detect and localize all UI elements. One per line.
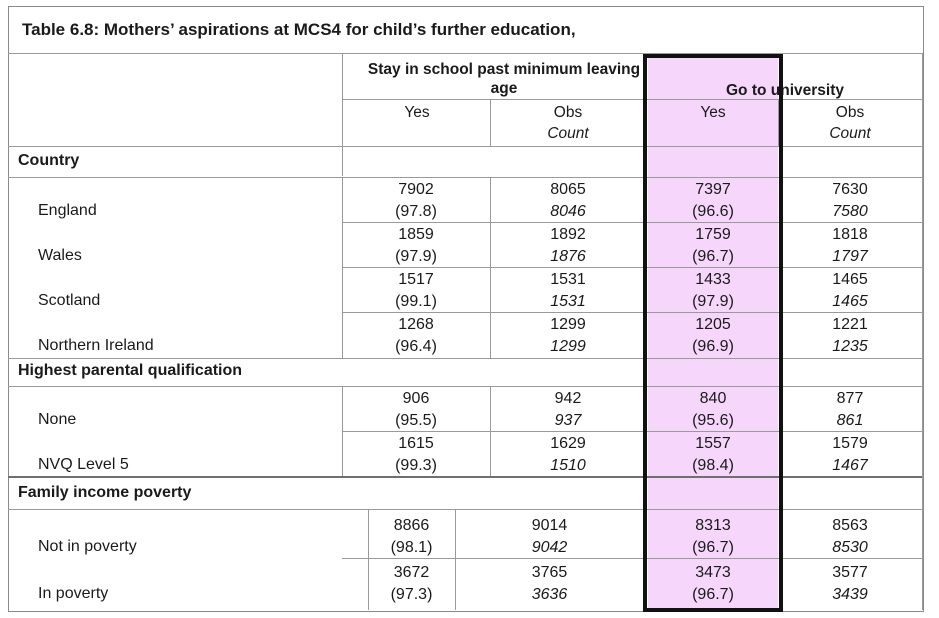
table-title: Table 6.8: Mothers’ aspirations at MCS4 for child’s further education, [22, 20, 576, 39]
row-label-northern-ireland: Northern Ireland [38, 337, 154, 354]
table-cell [490, 269, 646, 313]
col-header-4: Obs Count [829, 104, 871, 142]
cell-percent: (96.6) [692, 203, 734, 220]
table-cell [368, 562, 455, 606]
cell-count: 937 [554, 412, 582, 429]
cell-value: 1629 [550, 435, 586, 452]
section-label-qualification: Highest parental qualification [18, 362, 243, 379]
cell-value: 1531 [550, 271, 586, 288]
row-label-not-in-poverty: Not in poverty [38, 538, 137, 555]
table-cell [648, 388, 778, 432]
rule-title [8, 53, 922, 54]
cell-percent: (97.8) [395, 203, 437, 220]
cell-value: 1818 [832, 226, 868, 243]
table-cell [342, 269, 490, 313]
table-cell [778, 179, 922, 223]
rule-group-header [342, 99, 922, 100]
row-label-england: England [38, 202, 97, 219]
cell-count: 9042 [531, 539, 568, 556]
cell-value: 1517 [398, 271, 434, 288]
cell-value: 906 [402, 390, 430, 407]
cell-value: 877 [836, 390, 864, 407]
cell-value: 1205 [695, 316, 731, 333]
table-cell [490, 388, 646, 432]
cell-percent: (96.9) [692, 338, 734, 355]
cell-value: 1615 [398, 435, 434, 452]
cell-value: 1557 [695, 435, 731, 452]
col-header-2: Obs Count [547, 104, 589, 142]
table-cell [490, 179, 646, 223]
cell-value: 7630 [832, 181, 868, 198]
cell-value: 840 [699, 390, 727, 407]
cell-count: 3636 [531, 586, 568, 603]
cell-value: 1465 [832, 271, 868, 288]
table-cell [648, 314, 778, 358]
cell-value: 3765 [531, 564, 568, 581]
table-cell [778, 224, 922, 268]
cell-percent: (98.4) [692, 457, 734, 474]
table-cell [490, 314, 646, 358]
row-label-none: None [38, 411, 77, 428]
vrule-label [342, 53, 343, 176]
cell-count: 1465 [832, 293, 868, 310]
vrule-col [922, 53, 923, 610]
cell-value: 7902 [398, 181, 434, 198]
table-cell [648, 179, 778, 223]
cell-count: 3439 [832, 586, 868, 603]
table-cell [648, 433, 778, 477]
cell-count: 1531 [550, 293, 586, 310]
cell-value: 1759 [695, 226, 731, 243]
cell-percent: (96.7) [692, 248, 734, 265]
cell-value: 9014 [531, 517, 568, 534]
vrule-col [490, 100, 491, 146]
cell-value: 1299 [550, 316, 586, 333]
cell-value: 1221 [832, 316, 868, 333]
cell-count: 1797 [832, 248, 868, 265]
row-label-in-poverty: In poverty [38, 585, 109, 602]
group-header-stay-in-school: Stay in school past minimum leaving age [367, 61, 641, 97]
row-label-nvq-level-5: NVQ Level 5 [38, 456, 129, 473]
cell-percent: (98.1) [390, 539, 433, 556]
cell-percent: (95.6) [692, 412, 734, 429]
cell-percent: (96.7) [692, 586, 734, 603]
cell-value: 8866 [393, 517, 430, 534]
table-cell [342, 179, 490, 223]
table-cell [778, 314, 922, 358]
cell-count: 7580 [832, 203, 868, 220]
rule-section [8, 509, 922, 510]
table-cell [455, 562, 644, 606]
aspirations-table [8, 6, 924, 614]
section-label-country: Country [18, 152, 80, 169]
table-cell [455, 515, 644, 559]
rule-section [8, 358, 922, 359]
cell-count: 8530 [832, 539, 868, 556]
table-cell [342, 224, 490, 268]
rule-section [8, 386, 922, 387]
col-header-3: Yes [700, 104, 726, 121]
row-label-scotland: Scotland [38, 292, 101, 309]
table-cell [490, 224, 646, 268]
cell-value: 8065 [550, 181, 586, 198]
table-cell [648, 562, 778, 606]
table-cell [648, 515, 778, 559]
cell-count: 1510 [550, 457, 586, 474]
table-cell [778, 515, 922, 559]
table-cell [648, 224, 778, 268]
cell-percent: (99.3) [395, 457, 437, 474]
cell-value: 942 [554, 390, 582, 407]
cell-count: 1235 [832, 338, 868, 355]
table-cell [778, 388, 922, 432]
cell-count: 861 [836, 412, 864, 429]
cell-count: 8046 [550, 203, 586, 220]
col-header-1: Yes [404, 104, 430, 121]
cell-percent: (97.3) [390, 586, 433, 603]
table-cell [490, 433, 646, 477]
table-cell [778, 433, 922, 477]
table-cell [368, 515, 455, 559]
rule-section [8, 177, 922, 178]
cell-value: 1433 [695, 271, 731, 288]
table-cell [342, 388, 490, 432]
cell-value: 1859 [398, 226, 434, 243]
cell-value: 7397 [695, 181, 731, 198]
table-cell [778, 269, 922, 313]
table-cell [342, 314, 490, 358]
cell-value: 3672 [393, 564, 430, 581]
section-label-poverty: Family income poverty [18, 484, 192, 501]
cell-value: 1579 [832, 435, 868, 452]
group-header-go-to-university: Go to university [726, 82, 844, 99]
cell-percent: (96.7) [692, 539, 734, 556]
cell-percent: (97.9) [692, 293, 734, 310]
cell-count: 1299 [550, 338, 586, 355]
cell-percent: (95.5) [395, 412, 437, 429]
table-cell [778, 562, 922, 606]
table-cell [342, 433, 490, 477]
cell-value: 3473 [695, 564, 731, 581]
cell-percent: (96.4) [395, 338, 437, 355]
cell-value: 8313 [695, 517, 731, 534]
cell-count: 1876 [550, 248, 586, 265]
cell-value: 1892 [550, 226, 586, 243]
cell-percent: (99.1) [395, 293, 437, 310]
table-cell [648, 269, 778, 313]
cell-count: 1467 [832, 457, 868, 474]
cell-value: 8563 [832, 517, 868, 534]
cell-percent: (97.9) [395, 248, 437, 265]
cell-value: 1268 [398, 316, 434, 333]
cell-value: 3577 [832, 564, 868, 581]
rule-header-bottom [8, 146, 922, 147]
row-label-wales: Wales [38, 247, 82, 264]
